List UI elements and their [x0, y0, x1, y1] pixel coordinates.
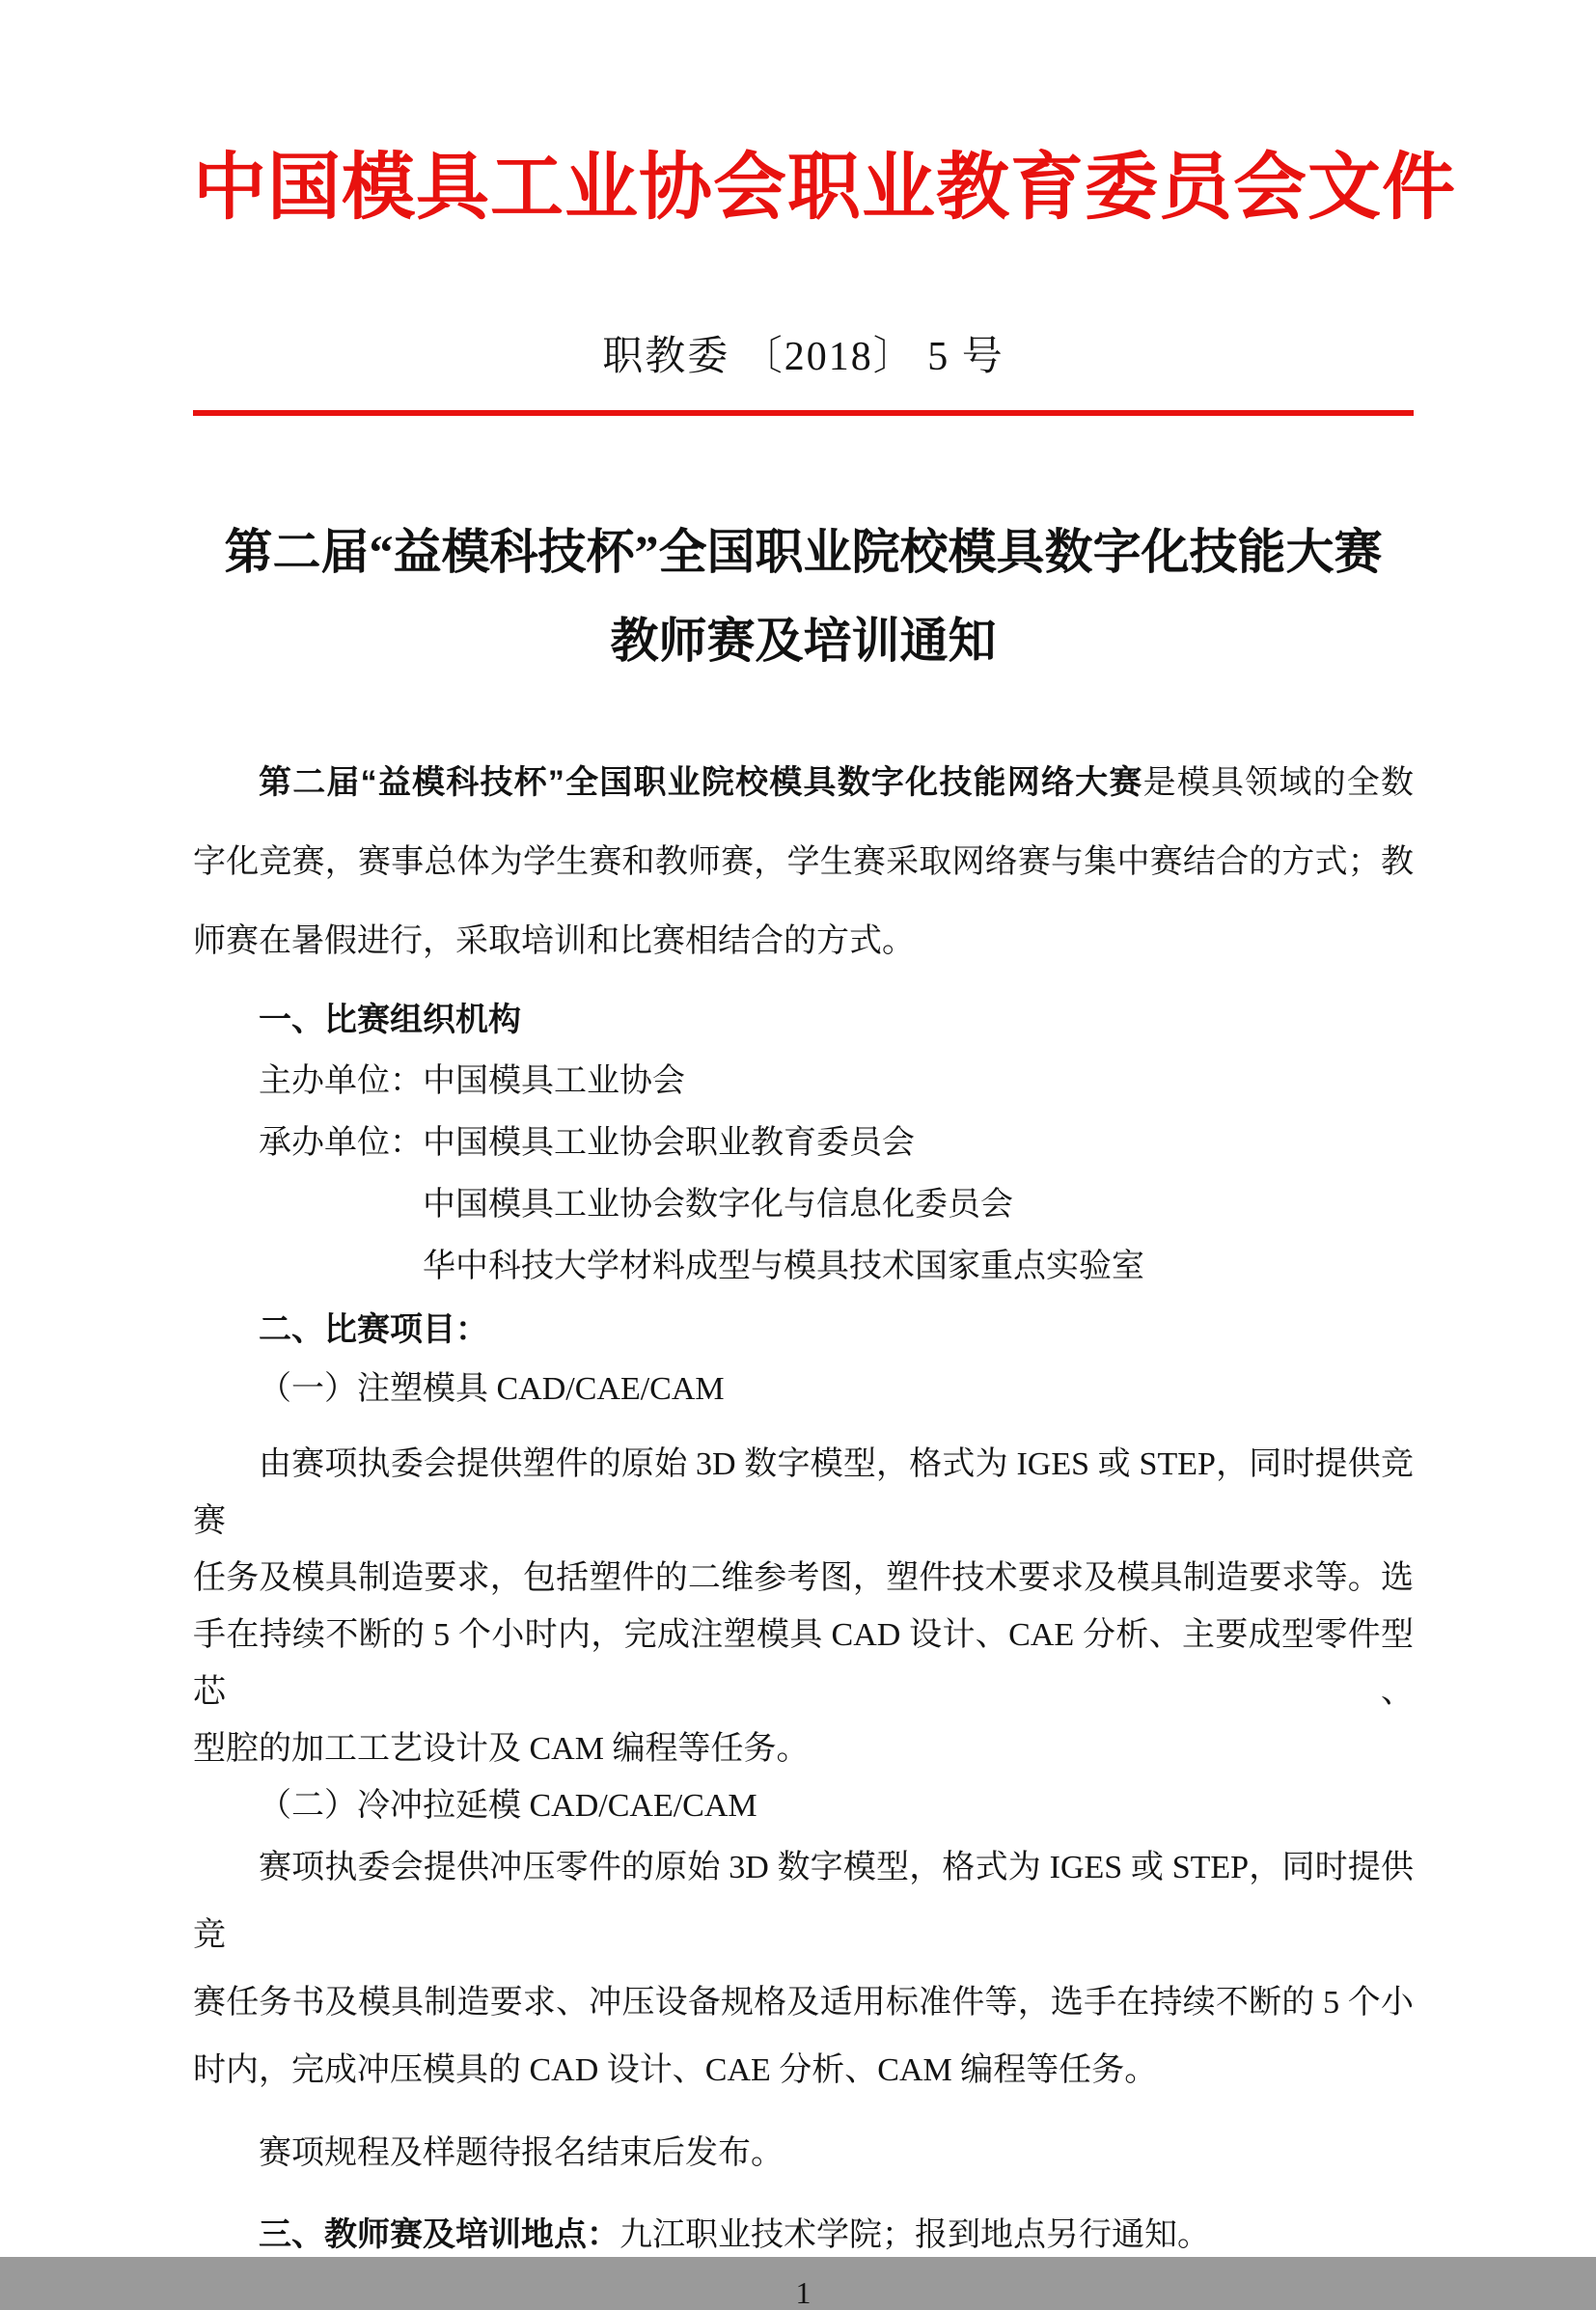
event1-line4: 型腔的加工工艺设计及 CAM 编程等任务。	[193, 1731, 810, 1767]
event2-line3: 时内，完成冲压模具的 CAD 设计、CAE 分析、CAM 编程等任务。	[193, 2052, 1158, 2088]
section3-heading: 三、教师赛及培训地点：	[259, 2216, 619, 2253]
section2-heading: 二、比赛项目：	[259, 1311, 488, 1348]
organizer-line1: 承办单位：中国模具工业协会职业教育委员会	[259, 1125, 915, 1161]
section1-heading: 一、比赛组织机构	[259, 1002, 521, 1038]
intro-line1-rest: 是模具领域的全数	[1142, 765, 1415, 801]
intro-line1	[193, 743, 1414, 823]
document-number: 职教委 〔2018〕 5 号	[602, 335, 1004, 379]
section3-line	[193, 2205, 1414, 2266]
event1-line2: 任务及模具制造要求，包括塑件的二维参考图，塑件技术要求及模具制造要求等。选	[193, 1560, 1414, 1596]
event1-title: （一）注塑模具 CAD/CAE/CAM	[259, 1371, 725, 1407]
organizer-line2: 中国模具工业协会数字化与信息化委员会	[423, 1187, 1013, 1223]
red-divider-line	[193, 410, 1414, 416]
events-note: 赛项规程及样题待报名结束后发布。	[259, 2135, 784, 2171]
document-title-line2: 教师赛及培训通知	[610, 614, 997, 668]
document-title-line1: 第二届“益模科技杯”全国职业院校模具数字化技能大赛	[224, 525, 1383, 579]
event2-title: （二）冷冲拉延模 CAD/CAE/CAM	[259, 1788, 757, 1824]
event2-line1: 赛项执委会提供冲压零件的原始 3D 数字模型，格式为 IGES 或 STEP，同时提供竞	[193, 1850, 1414, 1953]
document-title	[193, 508, 1414, 685]
organizer-line3: 华中科技大学材料成型与模具技术国家重点实验室	[423, 1249, 1144, 1284]
event1-line3: 手在持续不断的 5 个小时内，完成注塑模具 CAD 设计、CAE 分析、主要成型零件型芯、	[193, 1617, 1414, 1710]
host-unit-line: 主办单位：中国模具工业协会	[259, 1063, 685, 1099]
intro-line1-bold: 第二届“益模科技杯”全国职业院校模具数字化技能网络大赛	[259, 764, 1143, 801]
intro-line2: 字化竞赛，赛事总体为学生赛和教师赛，学生赛采取网络赛与集中赛结合的方式；教	[193, 844, 1414, 880]
letterhead-org-title: 中国模具工业协会职业教育委员会文件	[193, 148, 1456, 229]
page-number: 1	[795, 2275, 812, 2310]
section3-rest: 九江职业技术学院；报到地点另行通知。	[619, 2217, 1210, 2253]
event1-line1: 由赛项执委会提供塑件的原始 3D 数字模型，格式为 IGES 或 STEP，同时提供竞赛	[193, 1446, 1414, 1539]
intro-line3: 师赛在暑假进行，采取培训和比赛相结合的方式。	[193, 923, 915, 959]
event2-line2: 赛任务书及模具制造要求、冲压设备规格及适用标准件等，选手在持续不断的 5 个小	[193, 1985, 1414, 2021]
